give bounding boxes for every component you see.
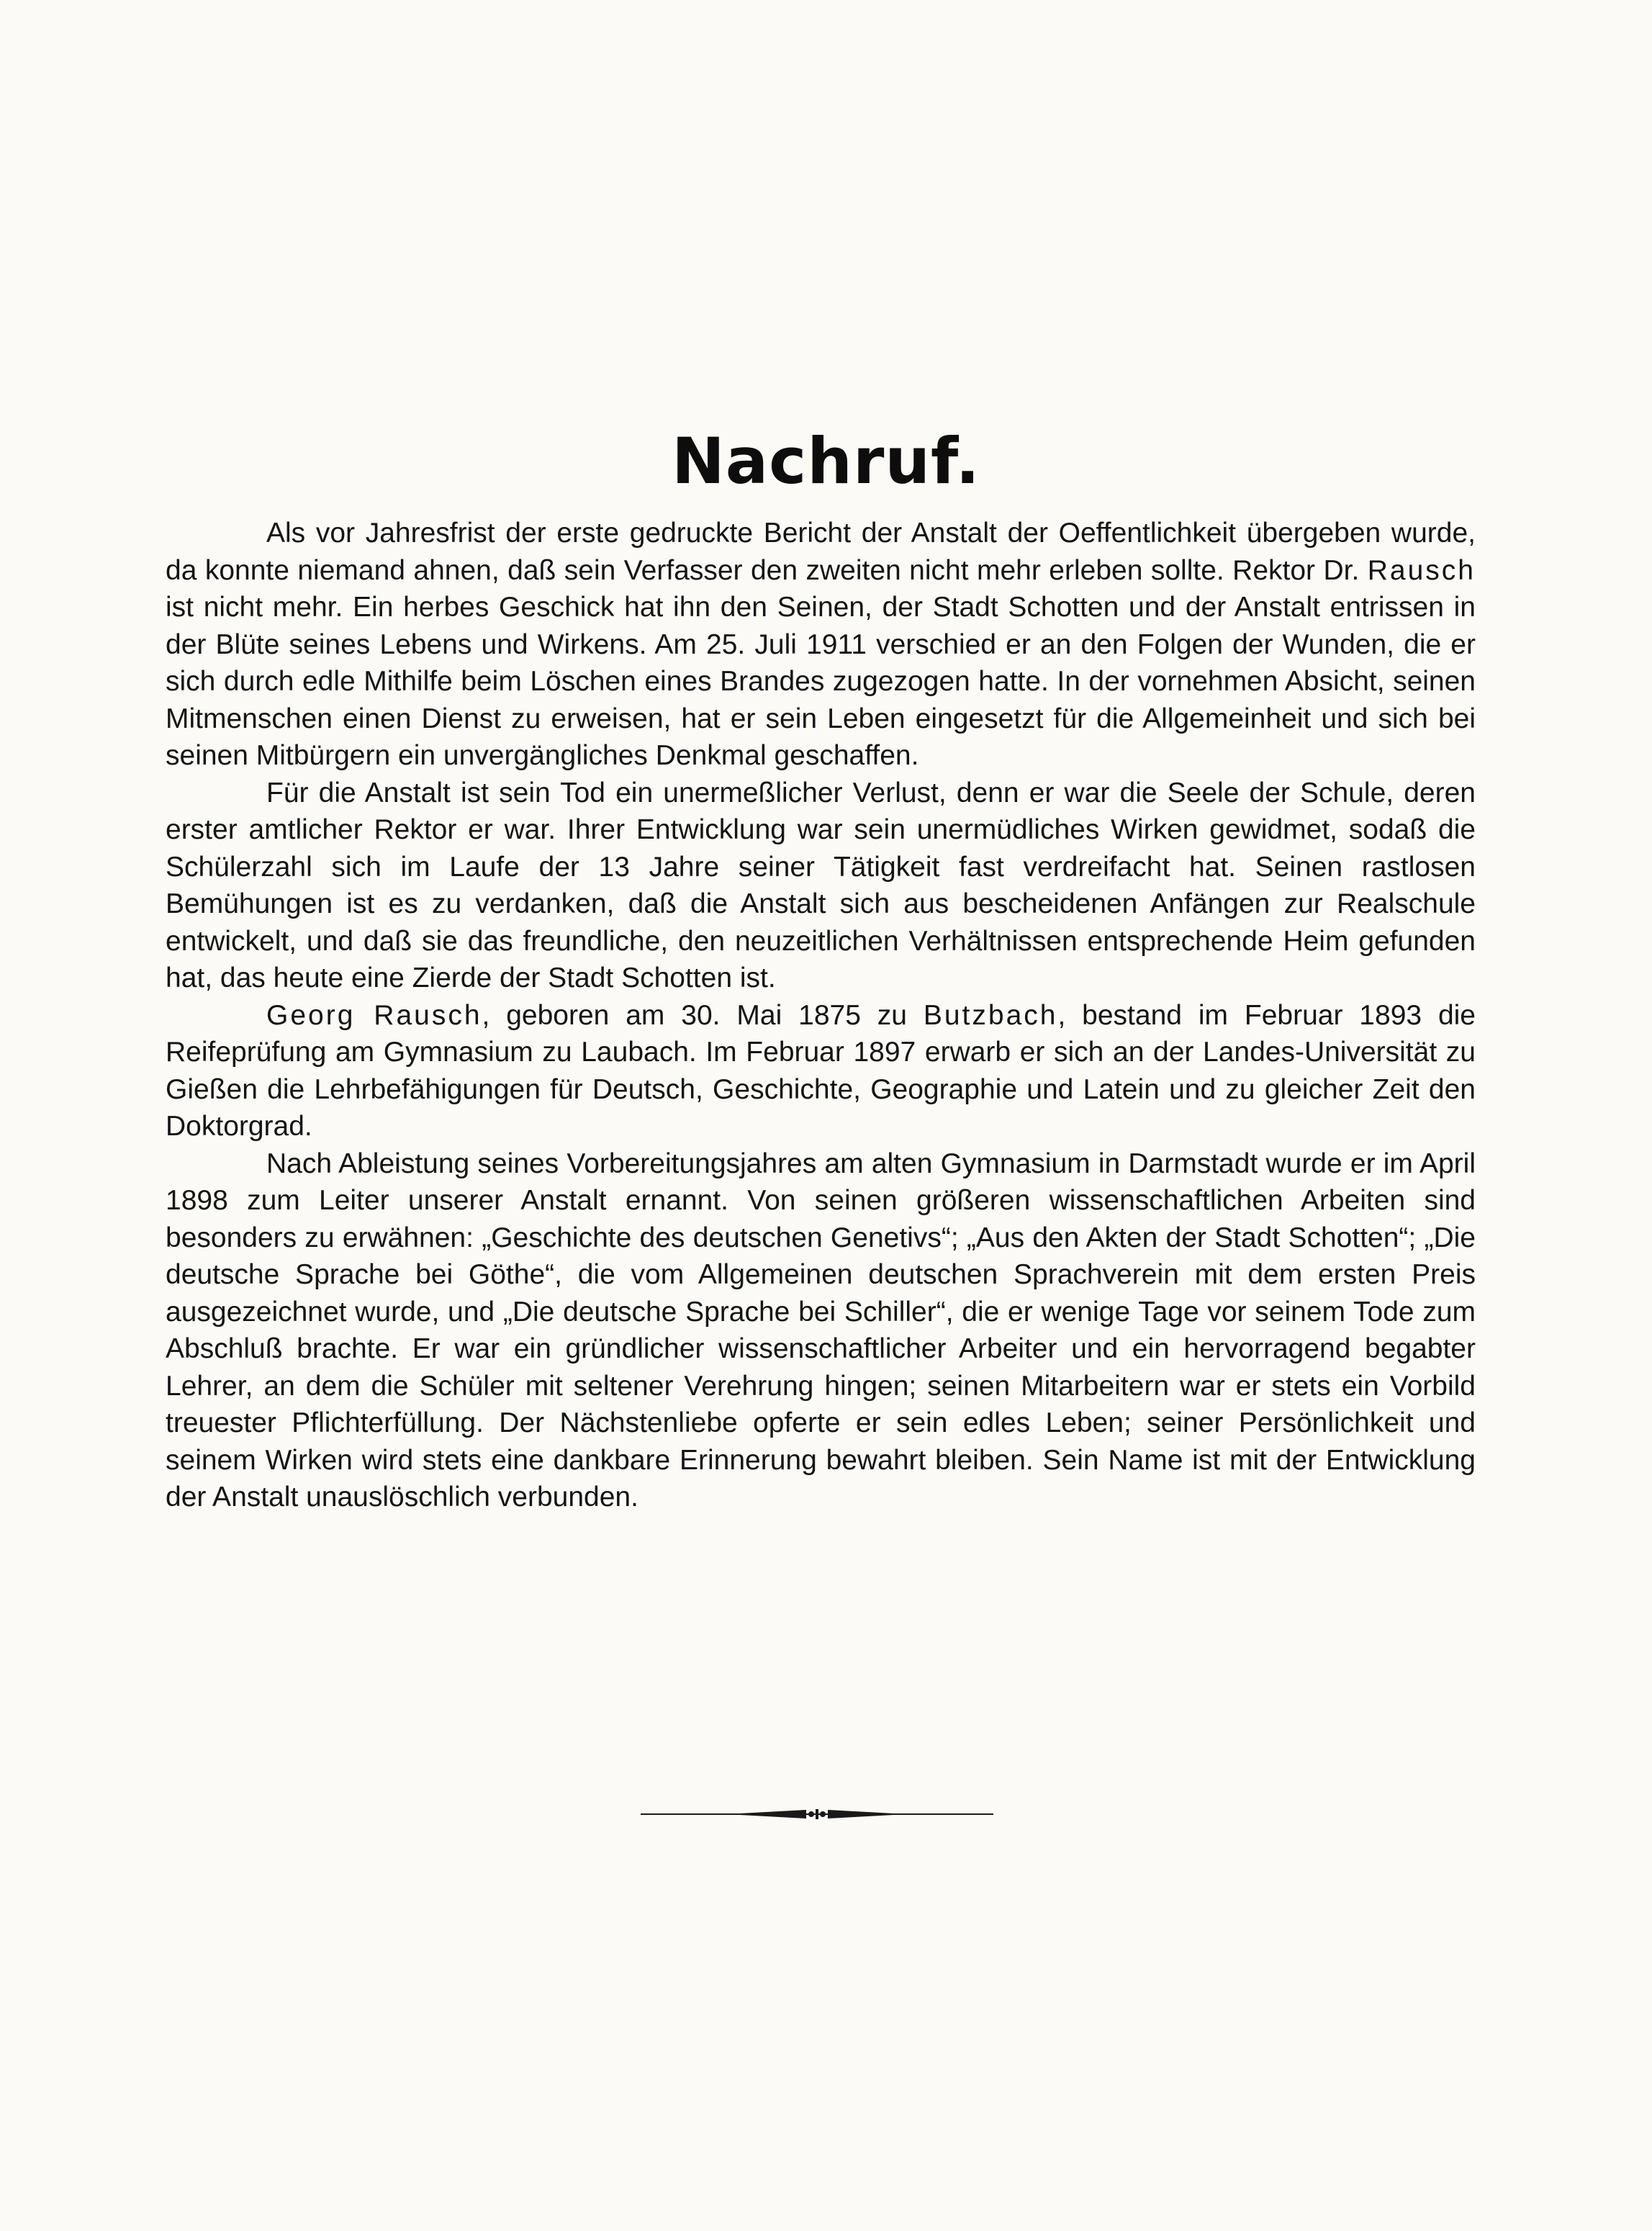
page-title: Nachruf. — [672, 423, 980, 498]
paragraph-3 — [166, 997, 1476, 1145]
paragraph-4: Nach Ableistung seines Vorbereitungsjahres am alten Gymnasium in Darmstadt wurde er im April 1898 zum Leiter unserer Anstalt ernannt. Von seinen größeren wissenschaftlichen Arbeiten sind besonders zu erwähnen: „Geschichte des deutschen Genetivs“; „Aus den Akten der Stadt Schotten“; „Die deutsche Sprache bei Göthe“, die vom Allgemeinen deutschen Sprachverein mit dem ersten Preis ausgezeichnet wurde, und „Die deutsche Sprache bei Schiller“, die er wenige Tage vor seinem Tode zum Abschluß brachte. Er war ein gründlicher wissenschaftlicher Arbeiter und ein hervorragend begabter Lehrer, an dem die Schüler mit seltener Verehrung hingen; seinen Mitarbeitern war er stets ein Vorbild treuester Pflichterfüllung. Der Nächstenliebe opferte er sein edles Leben; seiner Persönlichkeit und seinem Wirken wird stets eine dankbare Erinnerung bewahrt bleiben. Sein Name ist mit der Entwicklung der Anstalt unauslöschlich verbunden. — [166, 1148, 1476, 1513]
name-georg-rausch: Georg Rausch — [266, 999, 482, 1031]
paragraph-1-part-2: ist nicht mehr. Ein herbes Geschick hat ihn den Seinen, der Stadt Schotten und der Anstalt entrissen in der Blüte seines Lebens und Wirkens. Am 25. Juli 1911 verschied er an den Folgen der Wunden, die er sich durch edle Mithilfe beim Löschen eines Brandes zugezogen hatte. In der vornehmen Absicht, seinen Mitmenschen einen Dienst zu erweisen, hat er sein Leben eingesetzt für die Allgemeinheit und sich bei seinen Mitbürgern ein unvergängliches Denkmal geschaffen. — [166, 592, 1476, 771]
paragraph-1 — [166, 515, 1476, 775]
obituary-text — [166, 515, 1476, 1516]
paragraph-3-part-1: , geboren am 30. Mai 1875 zu — [482, 999, 924, 1031]
name-rausch: Rausch — [1367, 554, 1476, 586]
paragraph-3-part-2: , bestand im Februar 1893 die Reifeprüfung am Gymnasium zu Laubach. Im Februar 1897 erwarb er sich an der Landes-Universität zu Gießen die Lehrbefähigungen für Deutsch, Geschichte, Geographie und Latein und zu gleicher Zeit den Doktorgrad. — [166, 999, 1476, 1142]
decorative-divider-icon — [641, 1803, 993, 1825]
place-butzbach: Butzbach — [923, 999, 1058, 1031]
paragraph-2: Für die Anstalt ist sein Tod ein unermeßlicher Verlust, denn er war die Seele der Schule, deren erster amtlicher Rektor er war. Ihrer Entwicklung war sein unermüdliches Wirken gewidmet, sodaß die Schülerzahl sich im Laufe der 13 Jahre seiner Tätigkeit fast verdreifacht hat. Seinen rastlosen Bemühungen ist es zu verdanken, daß die Anstalt sich aus bescheidenen Anfängen zur Realschule entwickelt, und daß sie das freundliche, den neuzeitlichen Verhältnissen entsprechende Heim gefunden hat, das heute eine Zierde der Stadt Schotten ist. — [166, 777, 1476, 993]
paragraph-1-part-1: Als vor Jahresfrist der erste gedruckte Bericht der Anstalt der Oeffentlichkeit übergeben wurde, da konnte niemand ahnen, daß sein Verfasser den zweiten nicht mehr erleben sollte. Rektor Dr. — [166, 518, 1476, 586]
